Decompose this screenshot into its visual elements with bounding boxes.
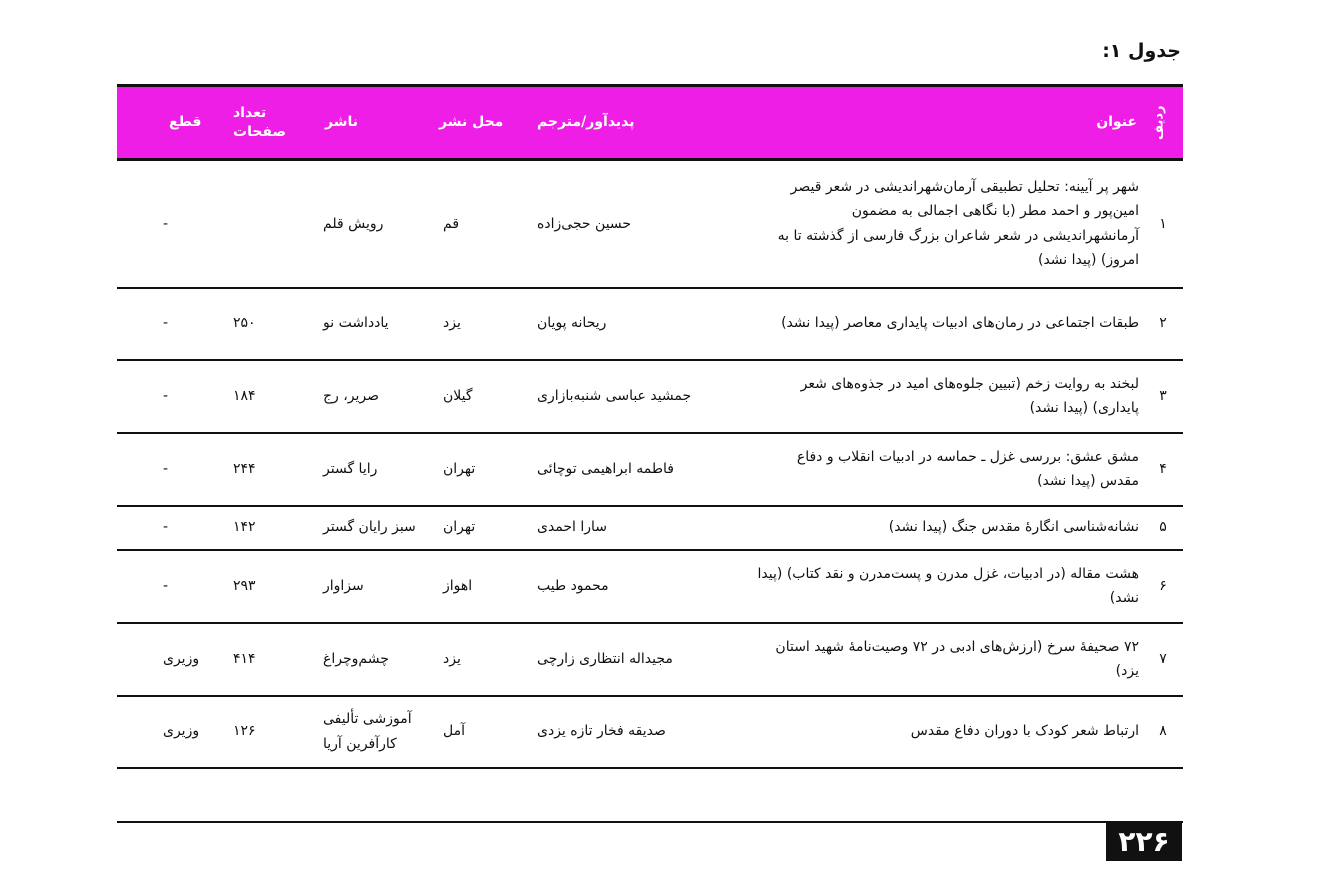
cell-title: ارتباط شعر کودک با دوران دفاع مقدس <box>910 723 1139 740</box>
cell-pages: ۲۵۰ <box>233 315 256 332</box>
cell-format: - <box>163 577 169 594</box>
cell-title: ۷۲ صحیفۀ سرخ (ارزش‌های ادبی در ۷۲ وصیت‌نامۀ شهید استان یزد) <box>775 638 1139 679</box>
table-caption: جدول ۱: <box>1102 40 1181 62</box>
cell-row-number: ۲ <box>1159 315 1167 332</box>
header-pages <box>223 86 313 160</box>
cell-place: آمل <box>443 723 465 740</box>
cell-row-number: ۵ <box>1159 519 1167 536</box>
books-table-container <box>117 84 1183 769</box>
cell-row-number: ۴ <box>1159 460 1167 477</box>
cell-row-number: ۱ <box>1159 215 1167 232</box>
header-place: محل نشر <box>439 114 504 131</box>
cell-publisher: رایا گستر <box>323 460 378 477</box>
cell-format: - <box>163 519 169 536</box>
footer-rule <box>117 821 1183 823</box>
cell-publisher: سبز رایان گستر <box>323 519 416 536</box>
cell-publisher: رویش قلم <box>323 215 384 232</box>
cell-format: وزیری <box>163 650 200 667</box>
cell-author: صدیقه فخار تازه یزدی <box>537 723 666 740</box>
table-row <box>117 360 1183 433</box>
header-title: عنوان <box>1096 114 1137 131</box>
header-pages-line1: تعداد <box>233 104 267 121</box>
cell-title: مشق عشق: بررسی غزل ـ حماسه در ادبیات انقلاب و دفاع مقدس (پیدا نشد) <box>796 448 1139 489</box>
cell-author: فاطمه ابراهیمی توچائی <box>537 460 674 477</box>
table-row <box>117 433 1183 506</box>
cell-publisher: یادداشت نو <box>323 315 389 332</box>
table-header <box>117 86 1183 160</box>
page-number: ۲۲۶ <box>1106 823 1182 861</box>
table-body <box>117 160 1183 768</box>
cell-title: شهر پر آیینه: تحلیل تطبیقی آرمان‌شهراندیشی در شعر قیصر امین‌پور و احمد مطر (با نگاهی اجمالی به مضمون آرمانشهراندیشی در شعر شاعران بزرگ فارسی از گذشته تا به امروز) (پیدا نشد) <box>777 178 1139 269</box>
cell-publisher: چشم‌وچراغ <box>323 650 389 667</box>
header-row-number-label: ردیف <box>1151 105 1167 141</box>
cell-place: تهران <box>443 460 476 477</box>
cell-author: جمشید عباسی شنبه‌بازاری <box>537 387 692 404</box>
cell-publisher: آموزشی تألیفی کارآفرین آریا <box>323 711 412 752</box>
books-table <box>117 84 1183 769</box>
cell-author: محمود طیب <box>537 577 609 594</box>
cell-publisher: صریر، رج <box>323 387 379 404</box>
cell-title: هشت مقاله (در ادبیات، غزل مدرن و پست‌مدرن و نقد کتاب) (پیدا نشد) <box>757 565 1139 606</box>
cell-publisher: سزاوار <box>323 577 364 594</box>
cell-author: مجیداله انتظاری زارچی <box>537 650 673 667</box>
cell-pages: ۴۱۴ <box>233 650 256 667</box>
table-row <box>117 623 1183 696</box>
cell-title: طبقات اجتماعی در رمان‌های ادبیات پایداری معاصر (پیدا نشد) <box>781 315 1139 332</box>
cell-format: - <box>163 215 169 232</box>
cell-format: - <box>163 387 169 404</box>
cell-place: قم <box>443 215 460 232</box>
cell-pages: ۱۲۶ <box>233 723 256 740</box>
header-publisher: ناشر <box>325 114 358 131</box>
cell-row-number: ۷ <box>1159 650 1167 667</box>
cell-pages: ۲۹۳ <box>233 577 256 594</box>
cell-pages: ۱۸۴ <box>233 387 256 404</box>
header-format: قطع <box>169 114 202 131</box>
header-author: پدیدآور/مترجم <box>537 114 635 131</box>
cell-author: حسین حجی‌زاده <box>537 215 632 232</box>
table-row <box>117 160 1183 288</box>
cell-pages: ۱۴۲ <box>233 519 256 536</box>
cell-format: وزیری <box>163 723 200 740</box>
cell-place: گیلان <box>443 387 473 404</box>
cell-row-number: ۳ <box>1159 387 1167 404</box>
cell-place: یزد <box>443 650 461 667</box>
cell-place: اهواز <box>443 577 473 594</box>
header-row <box>117 86 1183 160</box>
cell-author: سارا احمدی <box>537 519 608 536</box>
cell-format: - <box>163 315 169 332</box>
table-row <box>117 506 1183 550</box>
cell-row-number: ۶ <box>1159 577 1167 594</box>
cell-title: لبخند به روایت زخم (تبیین جلوه‌های امید در جذوه‌های شعر پایداری) (پیدا نشد) <box>800 375 1139 416</box>
table-row <box>117 550 1183 623</box>
table-row <box>117 696 1183 768</box>
cell-row-number: ۸ <box>1159 723 1167 740</box>
header-row-number <box>1143 86 1183 160</box>
cell-author: ریحانه پویان <box>537 315 607 332</box>
cell-pages: ۲۴۴ <box>233 460 256 477</box>
cell-place: یزد <box>443 315 461 332</box>
cell-title: نشانه‌شناسی انگارۀ مقدس جنگ (پیدا نشد) <box>888 519 1139 536</box>
cell-format: - <box>163 460 169 477</box>
table-row <box>117 288 1183 360</box>
header-pages-line2: صفحات <box>233 123 287 140</box>
cell-pages <box>223 160 313 288</box>
cell-place: تهران <box>443 519 476 536</box>
